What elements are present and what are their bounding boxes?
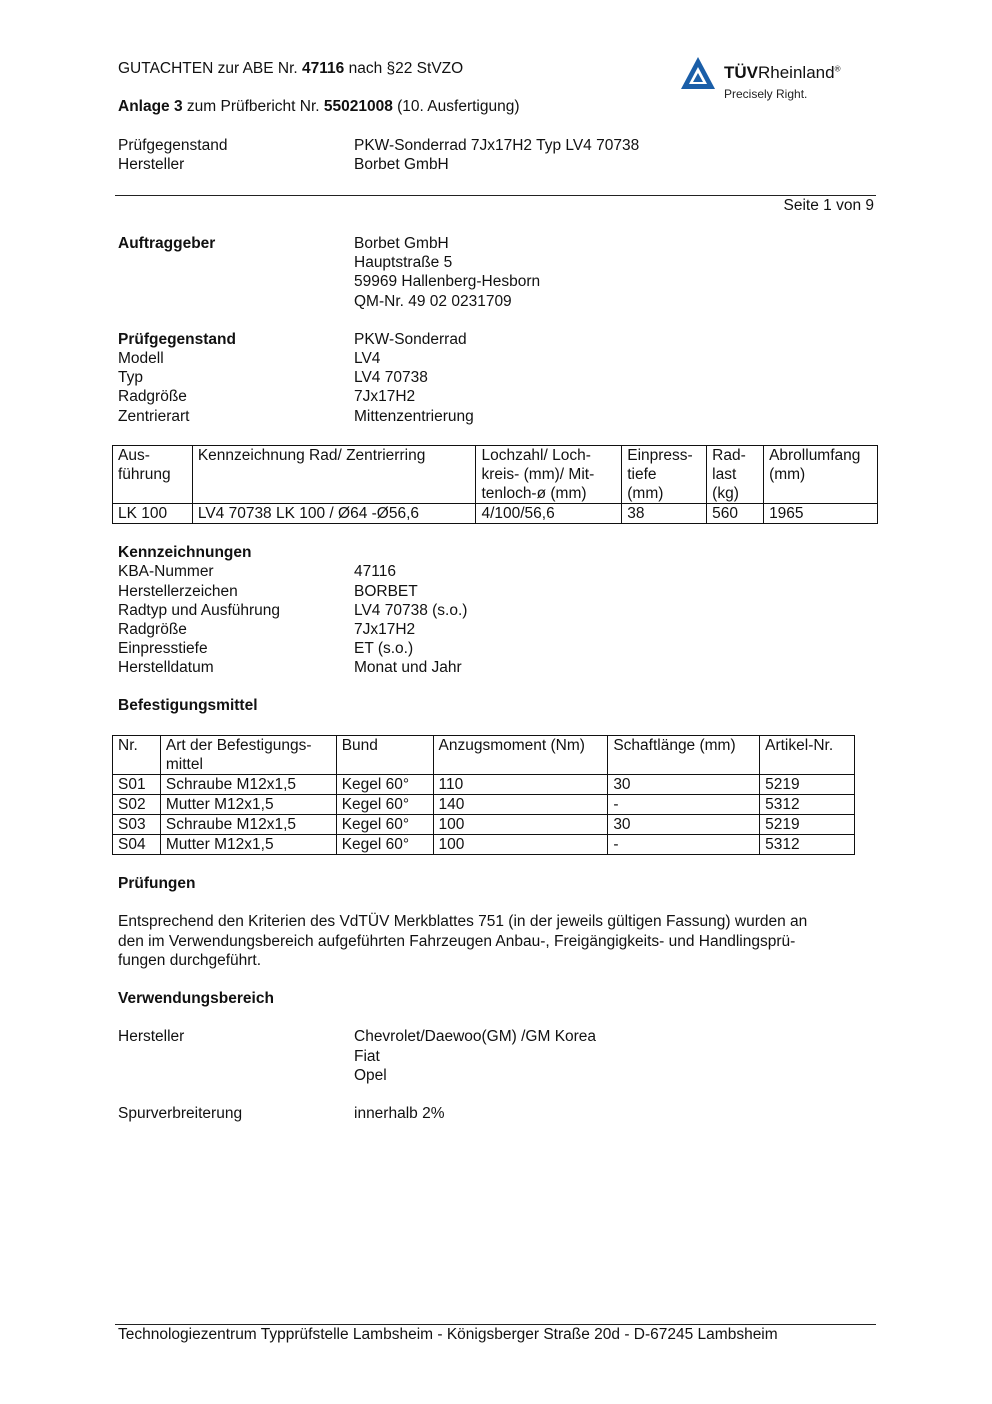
pruefungen-text-line: den im Verwendungsbereich aufgeführten Fahrzeugen Anbau-, Freigängigkeits- und Handlingsprü- [118,933,796,950]
pruefgegenstand-value: PKW-Sonderrad [354,331,467,348]
table-cell: 5219 [760,775,855,795]
table-cell: S01 [113,775,161,795]
table-row [113,835,855,855]
pruefungen-heading-text: Prüfungen [118,875,196,892]
hersteller-label: Hersteller [118,1028,185,1045]
kennzeichnung-label: Radtyp und Ausführung [118,602,281,619]
kennzeichnung-label: KBA-Nummer [118,563,214,580]
kennzeichnung-value: 7Jx17H2 [354,621,416,638]
logo-brand [724,63,840,83]
pruefgegenstand-heading-text: Prüfgegenstand [118,331,236,348]
pruefgegenstand-label: Typ [118,369,143,386]
kennzeichnung-value: Monat und Jahr [354,659,462,676]
pruefgegenstand-value: Mittenzentrierung [354,408,474,425]
table-header-row [113,736,855,775]
table-header-cell [192,446,476,504]
table-cell: 4/100/56,6 [476,504,622,524]
pruefgegenstand-value: 7Jx17H2 [354,388,416,405]
kennzeichnung-value: LV4 70738 (s.o.) [354,602,468,619]
table-cell: 5312 [760,835,855,855]
header-line: (mm) [769,466,806,483]
table-cell: 5312 [760,795,855,815]
table-header-cell [707,446,764,504]
table-cell: 30 [608,815,760,835]
header-divider [115,195,876,196]
befestigung-table [112,735,855,855]
table-cell: Schraube M12x1,5 [160,815,336,835]
table-row [113,775,855,795]
table-cell: 38 [622,504,707,524]
table-header-cell [476,446,622,504]
table-cell: Kegel 60° [336,815,433,835]
kennzeichnung-label: Radgröße [118,621,187,638]
tuv-logo [680,56,870,104]
pruefbericht-number: 55021008 [323,98,393,115]
table-header-cell: Anzugsmoment (Nm) [433,736,608,775]
logo-registered-mark: ® [834,64,841,74]
table-cell: S04 [113,835,161,855]
kennzeichnung-label: Einpresstiefe [118,640,208,657]
table-cell: 5219 [760,815,855,835]
auftraggeber-label-text: Auftraggeber [118,235,216,252]
verwendungsbereich-heading [118,989,274,1009]
header-line: Aus- [118,447,150,464]
table-cell: Schraube M12x1,5 [160,775,336,795]
auftraggeber-line: Borbet GmbH [354,235,449,252]
hersteller-value: Opel [354,1067,387,1084]
logo-brand-bold: TÜV [724,63,758,82]
table-cell: - [608,835,760,855]
header-line: führung [118,466,171,483]
logo-tagline: Precisely Right. [724,87,808,101]
table-cell: Mutter M12x1,5 [160,835,336,855]
hersteller-value: Chevrolet/Daewoo(GM) /GM Korea [354,1028,597,1045]
auftraggeber-line: Hauptstraße 5 [354,254,453,271]
header-title-suffix: nach §22 StVZO [344,60,464,77]
header-row-label: Hersteller [118,156,185,173]
kennzeichnung-label: Herstellerzeichen [118,583,238,600]
table-row [113,504,878,524]
spurverbreiterung-value: innerhalb 2% [354,1105,445,1122]
pruefgegenstand-label: Zentrierart [118,408,190,425]
header-line: mittel [165,756,203,773]
befestigung-heading [118,696,258,716]
table-row [113,795,855,815]
pruefgegenstand-value: LV4 [354,350,381,367]
table-cell: Kegel 60° [336,795,433,815]
footer-address: Technologiezentrum Typprüfstelle Lambsheim - Königsberger Straße 20d - D-67245 Lambsheim [118,1326,778,1343]
kennzeichnung-value: BORBET [354,583,418,600]
kennzeichnung-value: 47116 [354,563,396,580]
table-header-cell [113,446,193,504]
table-cell: 560 [707,504,764,524]
auftraggeber-line: QM-Nr. 49 02 0231709 [354,293,512,310]
table-header-row [113,446,878,504]
kennzeichnung-value: ET (s.o.) [354,640,414,657]
logo-brand-rest: Rheinland [758,63,835,82]
header-line: Art der Befestigungs- [165,737,312,754]
kennzeichnung-label: Herstelldatum [118,659,214,676]
table-cell: 110 [433,775,608,795]
tuv-triangle-icon [680,56,716,90]
table-cell: 140 [433,795,608,815]
table-header-cell [764,446,878,504]
header-subtitle [118,97,520,117]
table-cell: 100 [433,815,608,835]
pruefgegenstand-label: Modell [118,350,164,367]
pruefgegenstand-label: Radgröße [118,388,187,405]
table-header-cell: Artikel-Nr. [760,736,855,775]
table-cell: Kegel 60° [336,775,433,795]
pruefgegenstand-heading [118,330,236,350]
pruefungen-text-line: fungen durchgeführt. [118,952,262,969]
header-line: tenloch-ø (mm) [481,485,587,502]
table-row [113,815,855,835]
header-line: (mm) [627,485,664,502]
table-cell: Mutter M12x1,5 [160,795,336,815]
header-line: Abrollumfang [769,447,861,464]
header-line: kreis- (mm)/ Mit- [481,466,595,483]
pruefungen-heading [118,874,196,894]
subtitle-mid: zum Prüfbericht Nr. [182,98,324,115]
verwendungsbereich-heading-text: Verwendungsbereich [118,990,274,1007]
header-row-value: Borbet GmbH [354,156,449,173]
table-cell: LK 100 [113,504,193,524]
table-cell: S03 [113,815,161,835]
header-row-label: Prüfgegenstand [118,137,228,154]
header-line: Einpress- [627,447,693,464]
kennzeichnungen-heading [118,543,251,563]
befestigung-heading-text: Befestigungsmittel [118,697,258,714]
table-cell: - [608,795,760,815]
table-header-cell: Nr. [113,736,161,775]
table-cell: S02 [113,795,161,815]
header-line: Rad- [712,447,746,464]
abe-number: 47116 [302,60,345,77]
anlage-label: Anlage 3 [118,98,183,115]
header-line: tiefe [627,466,657,483]
header-line: Lochzahl/ Loch- [481,447,591,464]
auftraggeber-label [118,234,215,254]
table-header-cell: Schaftlänge (mm) [608,736,760,775]
auftraggeber-line: 59969 Hallenberg-Hesborn [354,273,541,290]
header-line: last [712,466,737,483]
subtitle-suffix: (10. Ausfertigung) [392,98,520,115]
header-title [118,59,463,79]
header-title-prefix: GUTACHTEN zur ABE Nr. [118,60,303,77]
page-number: Seite 1 von 9 [783,197,874,214]
ausfuehrung-table [112,445,878,524]
table-header-cell [160,736,336,775]
header-row-value: PKW-Sonderrad 7Jx17H2 Typ LV4 70738 [354,137,640,154]
kennzeichnungen-heading-text: Kennzeichnungen [118,544,252,561]
header-line: (kg) [712,485,739,502]
spurverbreiterung-label: Spurverbreiterung [118,1105,243,1122]
table-cell: Kegel 60° [336,835,433,855]
header-line: Kennzeichnung Rad/ Zentrierring [197,447,426,464]
table-cell: 100 [433,835,608,855]
table-header-cell: Bund [336,736,433,775]
table-cell: 30 [608,775,760,795]
hersteller-value: Fiat [354,1048,380,1065]
table-cell: 1965 [764,504,878,524]
table-header-cell [622,446,707,504]
table-cell: LV4 70738 LK 100 / Ø64 -Ø56,6 [192,504,476,524]
pruefungen-text-line: Entsprechend den Kriterien des VdTÜV Merkblattes 751 (in der jeweils gültigen Fassung) wurden an [118,913,808,930]
pruefgegenstand-value: LV4 70738 [354,369,428,386]
